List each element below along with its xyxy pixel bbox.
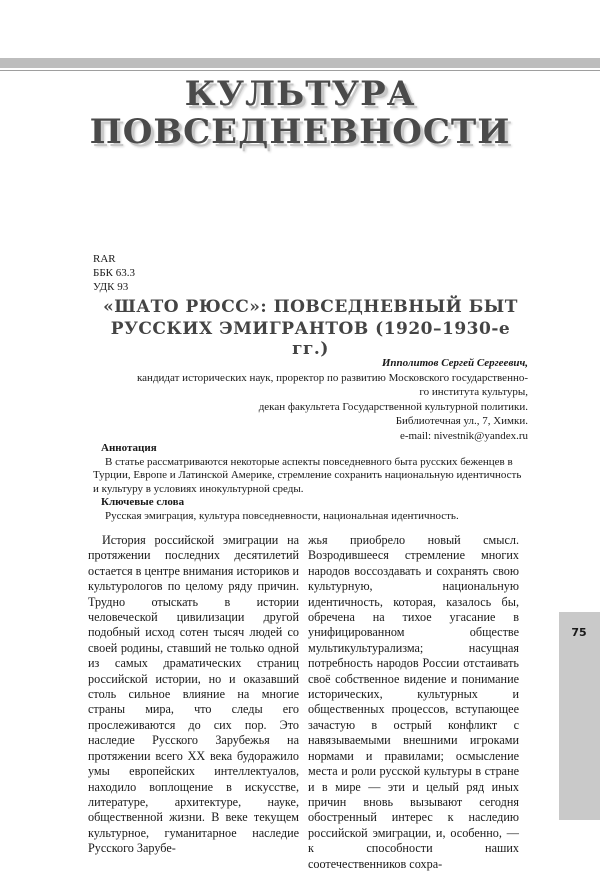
author-email[interactable]: e-mail: nivestnik@yandex.ru (399, 429, 528, 442)
author-line: го института культуры, (419, 386, 528, 398)
section-title-line2: ПОВСЕДНЕВНОСТИ (89, 112, 511, 152)
abstract-heading: Аннотация (101, 442, 157, 454)
page-side-tab (559, 612, 600, 820)
section-title-line1: КУЛЬТУРА (184, 74, 416, 114)
author-name: Ипполитов Сергей Сергеевич, (381, 357, 528, 369)
author-block (98, 356, 528, 443)
keywords-heading: Ключевые слова (101, 496, 185, 508)
body-column-right (308, 533, 519, 872)
code-udk: УДК 93 (93, 281, 129, 293)
author-line: кандидат исторических наук, проректор по развитию Московского государственно- (137, 371, 528, 384)
header-bar (0, 58, 600, 68)
code-rar: RAR (93, 253, 116, 265)
abstract-text: В статье рассматриваются некоторые аспекты повседневного быта русских беженцев в Турции, Европе и Латинской Америке, стремление сохранить национальную идентичность и культуру в условиях инокультурной среды. (93, 455, 522, 495)
author-line: Библиотечная ул., 7, Химки. (395, 415, 528, 427)
classification-codes (93, 252, 135, 294)
body-text-right: жья приобрело новый смысл. Возродившееся стремление многих народов воссоздавать и сохранять свою культурную, национальную идентичность, которая, казалось бы, обречена на тихое угасание в унифицированном обществе мультикультурализма; насущная потребность народов России отстаивать своё собственное видение и понимание исторических, культурных и общественных процессов, вступающее зачастую в острый конфликт с навязываемыми внешними игроками нормами и правилами; осмысление места и роли русской культуры в стране и в мире — эти и целый ряд иных причин вновь вызывают сегодня обостренный интерес к наследию российской эмиграции, и, особенно, — к способности наших соотечественников сохра- (308, 533, 519, 871)
article-title-line1: «ШАТО РЮСС»: ПОВСЕДНЕВНЫЙ БЫТ (103, 297, 518, 317)
article-title-line2: РУССКИХ ЭМИГРАНТОВ (1920–1930-е гг.) (110, 319, 511, 359)
body-text-left: История российской эмиграции на протяжении последних десятилетий остается в центре внимания историков и культурологов по целому ряду причин. Трудно отыскать в истории человеческой цивилизации другой подобный исход сотен тысяч людей со своей родины, ставший не только одной из самых драматических страниц российской истории, но и оказавший столь сильное влияние на многие страны мира, что следы его прослеживаются до сих пор. Это наследие Русского Зарубежья на протяжении всего XX века будоражило умы европейских интеллектуалов, находило воплощение в искусстве, литературе, архитектуре, науке, общественной жизни. В веке текущем культурное, гуманитарное наследие Русского Зарубе- (88, 533, 299, 856)
code-bbk: ББК 63.3 (93, 267, 135, 279)
author-line: декан факультета Государственной культурной политики. (258, 400, 528, 413)
keywords-text: Русская эмиграция, культура повседневности, национальная идентичность. (105, 509, 459, 522)
header-rule (0, 70, 600, 71)
body-column-left (88, 533, 299, 857)
abstract-block (93, 442, 523, 523)
page-number: 75 (571, 626, 587, 639)
